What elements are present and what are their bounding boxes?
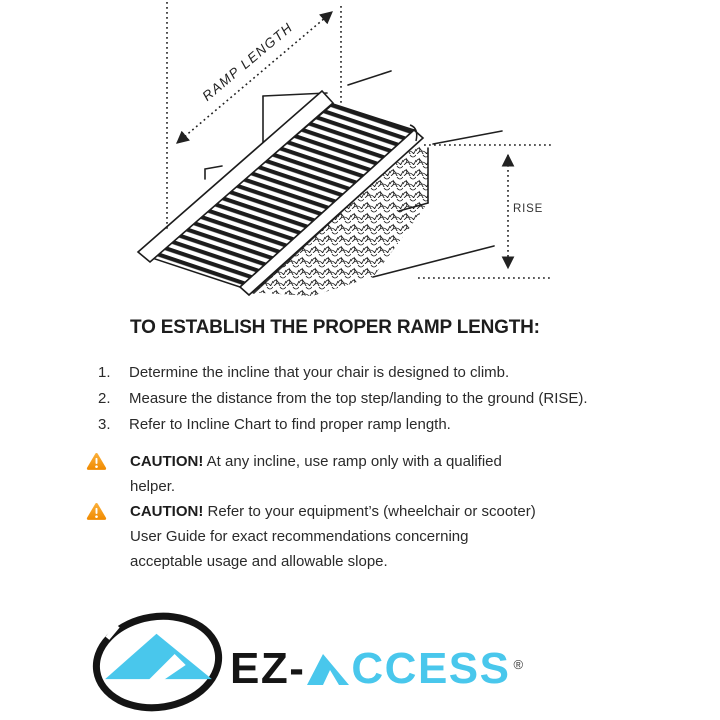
caution-line: At any incline, use ramp only with a qualified bbox=[206, 453, 502, 470]
list-item-text: Determine the incline that your chair is designed to climb. bbox=[129, 364, 510, 381]
warning-triangle-icon bbox=[86, 449, 107, 499]
list-item-text: Refer to Incline Chart to find proper ramp length. bbox=[129, 416, 451, 433]
access-a-triangle-icon bbox=[306, 653, 350, 685]
list-item bbox=[98, 386, 588, 412]
list-item bbox=[98, 412, 588, 438]
list-item-number: 3. bbox=[98, 416, 111, 433]
caution-label: CAUTION! bbox=[130, 453, 204, 470]
instruction-list bbox=[98, 360, 588, 438]
caution-line: helper. bbox=[130, 478, 176, 495]
caution-text bbox=[130, 499, 536, 574]
page-title: TO ESTABLISH THE PROPER RAMP LENGTH: bbox=[130, 317, 540, 338]
caution-text bbox=[130, 449, 502, 499]
list-item-text: Measure the distance from the top step/landing to the ground (RISE). bbox=[129, 390, 588, 407]
ez-access-logo bbox=[90, 608, 560, 718]
caution-line: Refer to your equipment’s (wheelchair or scooter) bbox=[207, 503, 536, 520]
list-item bbox=[98, 360, 588, 386]
list-item-number: 1. bbox=[98, 364, 111, 381]
caution-item bbox=[86, 499, 536, 574]
caution-line: acceptable usage and allowable slope. bbox=[130, 553, 388, 570]
warning-triangle-icon bbox=[86, 499, 107, 574]
caution-section bbox=[86, 449, 536, 574]
caution-line: User Guide for exact recommendations concerning bbox=[130, 528, 469, 545]
caution-item bbox=[86, 449, 536, 499]
ramp-length-label: RAMP LENGTH bbox=[199, 19, 296, 104]
rise-label: RISE bbox=[513, 203, 544, 215]
registered-trademark-symbol: ® bbox=[513, 657, 525, 672]
logo-mountain-swoosh-icon bbox=[90, 611, 226, 713]
wordmark-ez: EZ- bbox=[230, 644, 306, 693]
logo-wordmark bbox=[230, 644, 525, 693]
list-item-number: 2. bbox=[98, 390, 111, 407]
caution-label: CAUTION! bbox=[130, 503, 204, 520]
wordmark-ccess: CCESS bbox=[351, 644, 511, 693]
ramp-diagram bbox=[0, 0, 720, 300]
